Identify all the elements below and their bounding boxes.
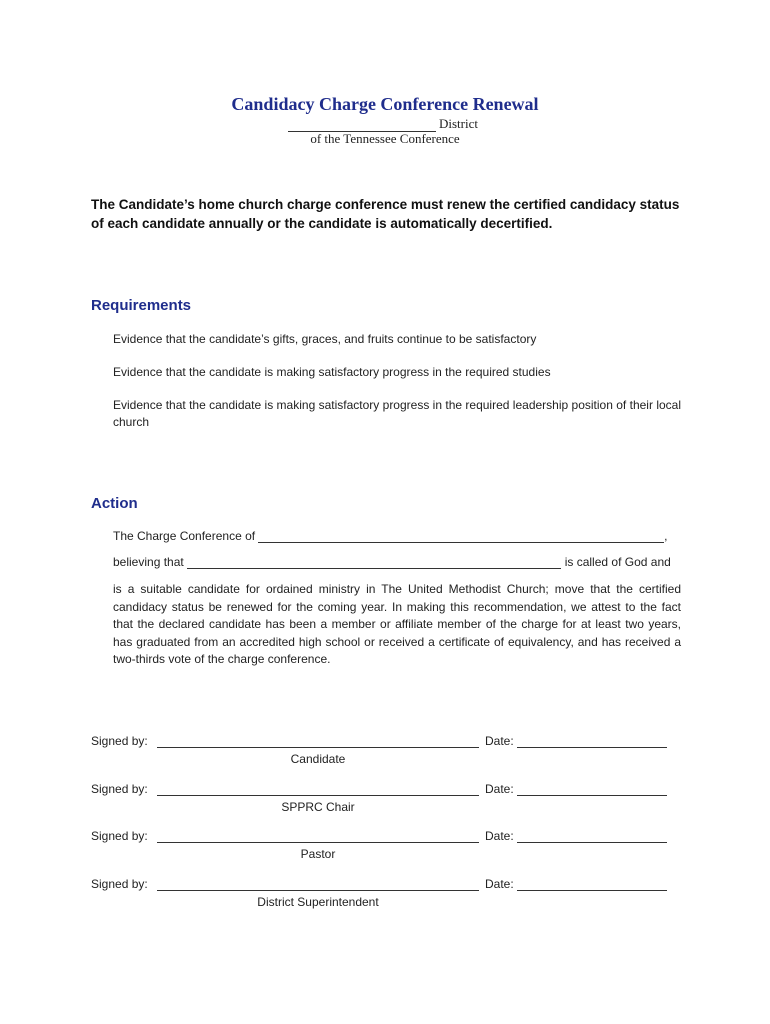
candidate-name-blank[interactable] [187,556,561,569]
signer-role: Candidate [290,752,346,766]
signer-role: SPPRC Chair [281,800,355,814]
signature-row-pastor [91,829,681,861]
date-label: Date: [485,734,514,748]
candidate-name-line [113,555,681,569]
date-field[interactable] [517,830,667,843]
requirements-heading: Requirements [91,297,192,314]
signature-field[interactable] [157,830,479,843]
charge-conference-blank[interactable] [258,530,664,543]
believing-label: believing that [113,555,184,569]
signature-row-candidate [91,734,681,766]
date-field[interactable] [517,783,667,796]
requirement-item: Evidence that the candidate’s gifts, graces, and fruits continue to be satisfactory [113,332,537,346]
charge-conference-line [113,529,681,543]
intro-statement: The Candidate’s home church charge conference must renew the certified candidacy status of each candidate annually or the candidate is automatically decertified. [91,197,680,231]
action-heading: Action [91,495,138,512]
signature-field[interactable] [157,878,479,891]
requirement-item: Evidence that the candidate is making satisfactory progress in the required leadership position of their local church [113,398,681,429]
signer-role: District Superintendent [257,895,379,909]
date-label: Date: [485,782,514,796]
signature-field[interactable] [157,735,479,748]
date-label: Date: [485,877,514,891]
district-line [288,116,478,132]
district-label: District [439,116,478,131]
requirement-item: Evidence that the candidate is making satisfactory progress in the required studies [113,365,551,379]
date-label: Date: [485,829,514,843]
signed-by-label: Signed by: [91,734,148,748]
signature-row-spprc-chair [91,782,681,814]
date-field[interactable] [517,735,667,748]
charge-conference-label: The Charge Conference of [113,529,256,543]
action-paragraph: is a suitable candidate for ordained ministry in The United Methodist Church; move that the certified candidacy status be renewed for the coming year. In making this recommendation, we attest to the fact that the declared candidate has been a member or affiliate member of the charge for at least two years, has graduated from an accredited high school or received a certificate of equivalency, and has received a two-thirds vote of the charge conference. [113,582,681,666]
signed-by-label: Signed by: [91,829,148,843]
comma: , [664,529,668,543]
called-label: is called of God and [564,555,671,569]
signature-row-district-superintendent [91,877,681,909]
page-title: Candidacy Charge Conference Renewal [231,94,539,114]
date-field[interactable] [517,878,667,891]
signed-by-label: Signed by: [91,877,148,891]
signature-field[interactable] [157,783,479,796]
signed-by-label: Signed by: [91,782,148,796]
signer-role: Pastor [300,847,336,861]
conference-subtitle: of the Tennessee Conference [310,131,460,146]
